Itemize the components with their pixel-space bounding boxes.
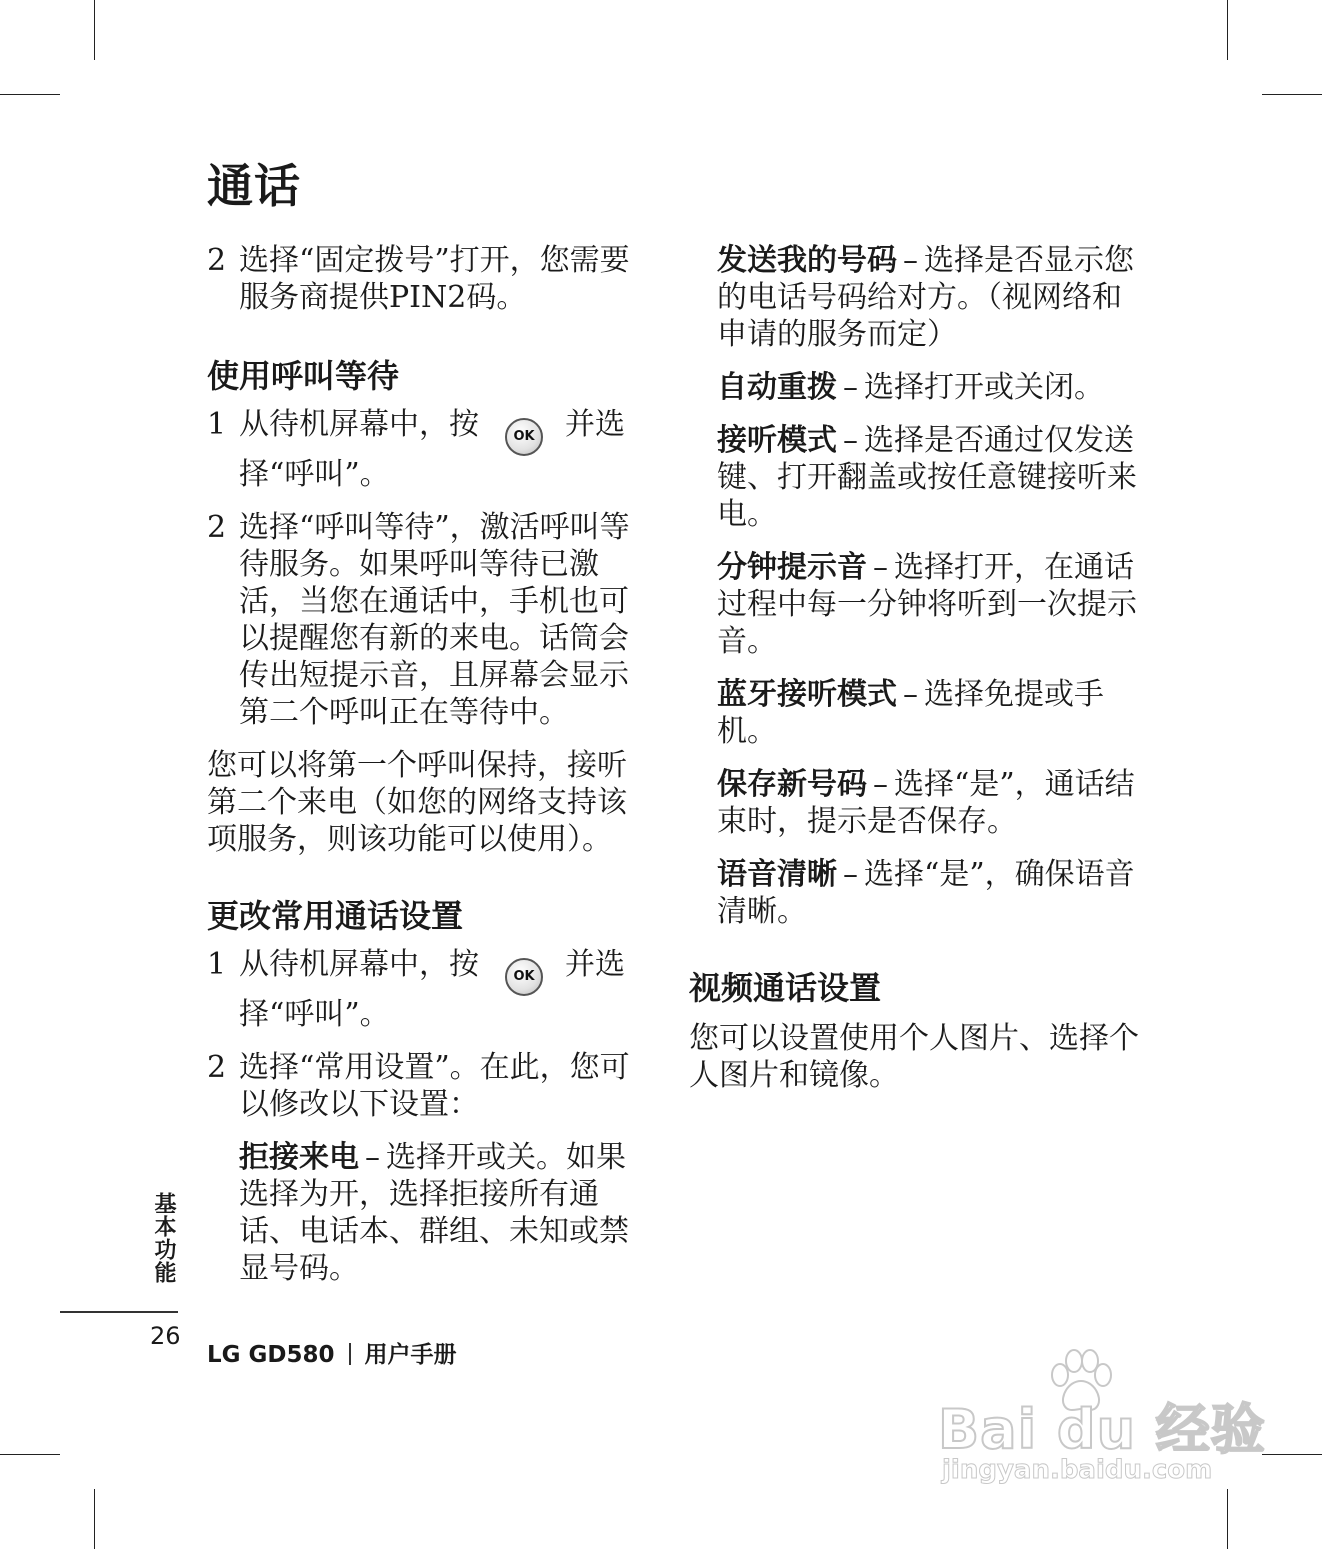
crop-mark bbox=[1227, 0, 1228, 60]
step-number: 1 bbox=[207, 947, 227, 982]
setting-item: 接听模式 – 选择是否通过仅发送键、打开翻盖或按任意键接听来电。 bbox=[717, 423, 1137, 532]
setting-item: 自动重拨 – 选择打开或关闭。 bbox=[717, 370, 1104, 405]
footer-manual: 用户手册 bbox=[364, 1342, 457, 1368]
setting-description: 选择开或关。如果选择为开，选择拒接所有通话、电话本、群组、未知或禁显号码。 bbox=[239, 1140, 629, 1286]
baidu-watermark bbox=[930, 1345, 1266, 1505]
step-text: 选择“呼叫等待”，激活呼叫等待服务。如果呼叫等待已激活，当您在通话中，手机也可以提醒您有新的来电。话筒会传出短提示音，且屏幕会显示第二个呼叫正在等待中。 bbox=[239, 510, 630, 730]
list-item bbox=[207, 946, 637, 1033]
step-text: 选择“常用设置”。在此，您可以修改以下设置： bbox=[239, 1050, 630, 1122]
page-title: 通话 bbox=[207, 159, 301, 213]
setting-item: 保存新号码 – 选择“是”，通话结束时，提示是否保存。 bbox=[717, 767, 1135, 839]
setting-reject-calls: 拒接来电 – 选择开或关。如果选择为开，选择拒接所有通话、电话本、群组、未知或禁显号码。 bbox=[239, 1140, 629, 1286]
ok-button-icon: OK bbox=[505, 418, 543, 456]
section-heading-video-call: 视频通话设置 bbox=[689, 969, 882, 1007]
setting-term: 拒接来电 bbox=[239, 1140, 359, 1175]
page-number: 26 bbox=[150, 1322, 181, 1350]
step-text: 从待机屏幕中，按 OK 并选择“呼叫”。 bbox=[239, 407, 625, 492]
crop-mark bbox=[94, 0, 95, 60]
watermark-brand: Bai du 经验 bbox=[938, 1398, 1266, 1461]
side-divider bbox=[60, 1311, 178, 1313]
footer-model: LG GD580 bbox=[207, 1342, 335, 1368]
crop-mark bbox=[94, 1489, 95, 1549]
footer bbox=[207, 1336, 457, 1369]
step-number: 1 bbox=[207, 407, 227, 442]
right-column bbox=[689, 242, 1139, 1094]
settings-list bbox=[689, 242, 1139, 930]
step-number: 2 bbox=[207, 1050, 227, 1085]
video-call-paragraph: 您可以设置使用个人图片、选择个人图片和镜像。 bbox=[689, 1021, 1139, 1093]
step-number: 2 bbox=[207, 510, 227, 545]
watermark-url: jingyan.baidu.com bbox=[942, 1455, 1213, 1485]
section-heading-call-waiting: 使用呼叫等待 bbox=[207, 357, 400, 395]
step-number: 2 bbox=[207, 243, 227, 278]
footer-separator bbox=[349, 1343, 351, 1365]
crop-mark bbox=[0, 1454, 60, 1455]
crop-mark bbox=[1262, 94, 1322, 95]
crop-mark bbox=[0, 94, 60, 95]
list-item bbox=[207, 406, 637, 493]
setting-item: 分钟提示音 – 选择打开，在通话过程中每一分钟将听到一次提示音。 bbox=[717, 550, 1137, 659]
left-column bbox=[207, 242, 637, 1287]
setting-item: 蓝牙接听模式 – 选择免提或手机。 bbox=[717, 677, 1104, 749]
setting-item: 发送我的号码 – 选择是否显示您的电话号码给对方。（视网络和申请的服务而定） bbox=[717, 243, 1134, 352]
setting-item: 语音清晰 – 选择“是”，确保语音清晰。 bbox=[717, 857, 1135, 929]
ok-button-icon: OK bbox=[505, 958, 543, 996]
list-item bbox=[207, 1049, 637, 1123]
section-heading-common-settings: 更改常用通话设置 bbox=[207, 897, 464, 935]
note-paragraph: 您可以将第一个呼叫保持，接听第二个来电（如您的网络支持该项服务，则该功能可以使用）。 bbox=[207, 748, 627, 857]
list-item bbox=[207, 242, 637, 316]
step-text: 选择“固定拨号”打开，您需要服务商提供PIN2码。 bbox=[239, 243, 630, 315]
crop-mark bbox=[1262, 1454, 1322, 1455]
section-side-label: 基本功能 bbox=[151, 1192, 176, 1284]
list-item bbox=[207, 509, 637, 731]
step-text: 从待机屏幕中，按 OK 并选择“呼叫”。 bbox=[239, 947, 625, 1032]
